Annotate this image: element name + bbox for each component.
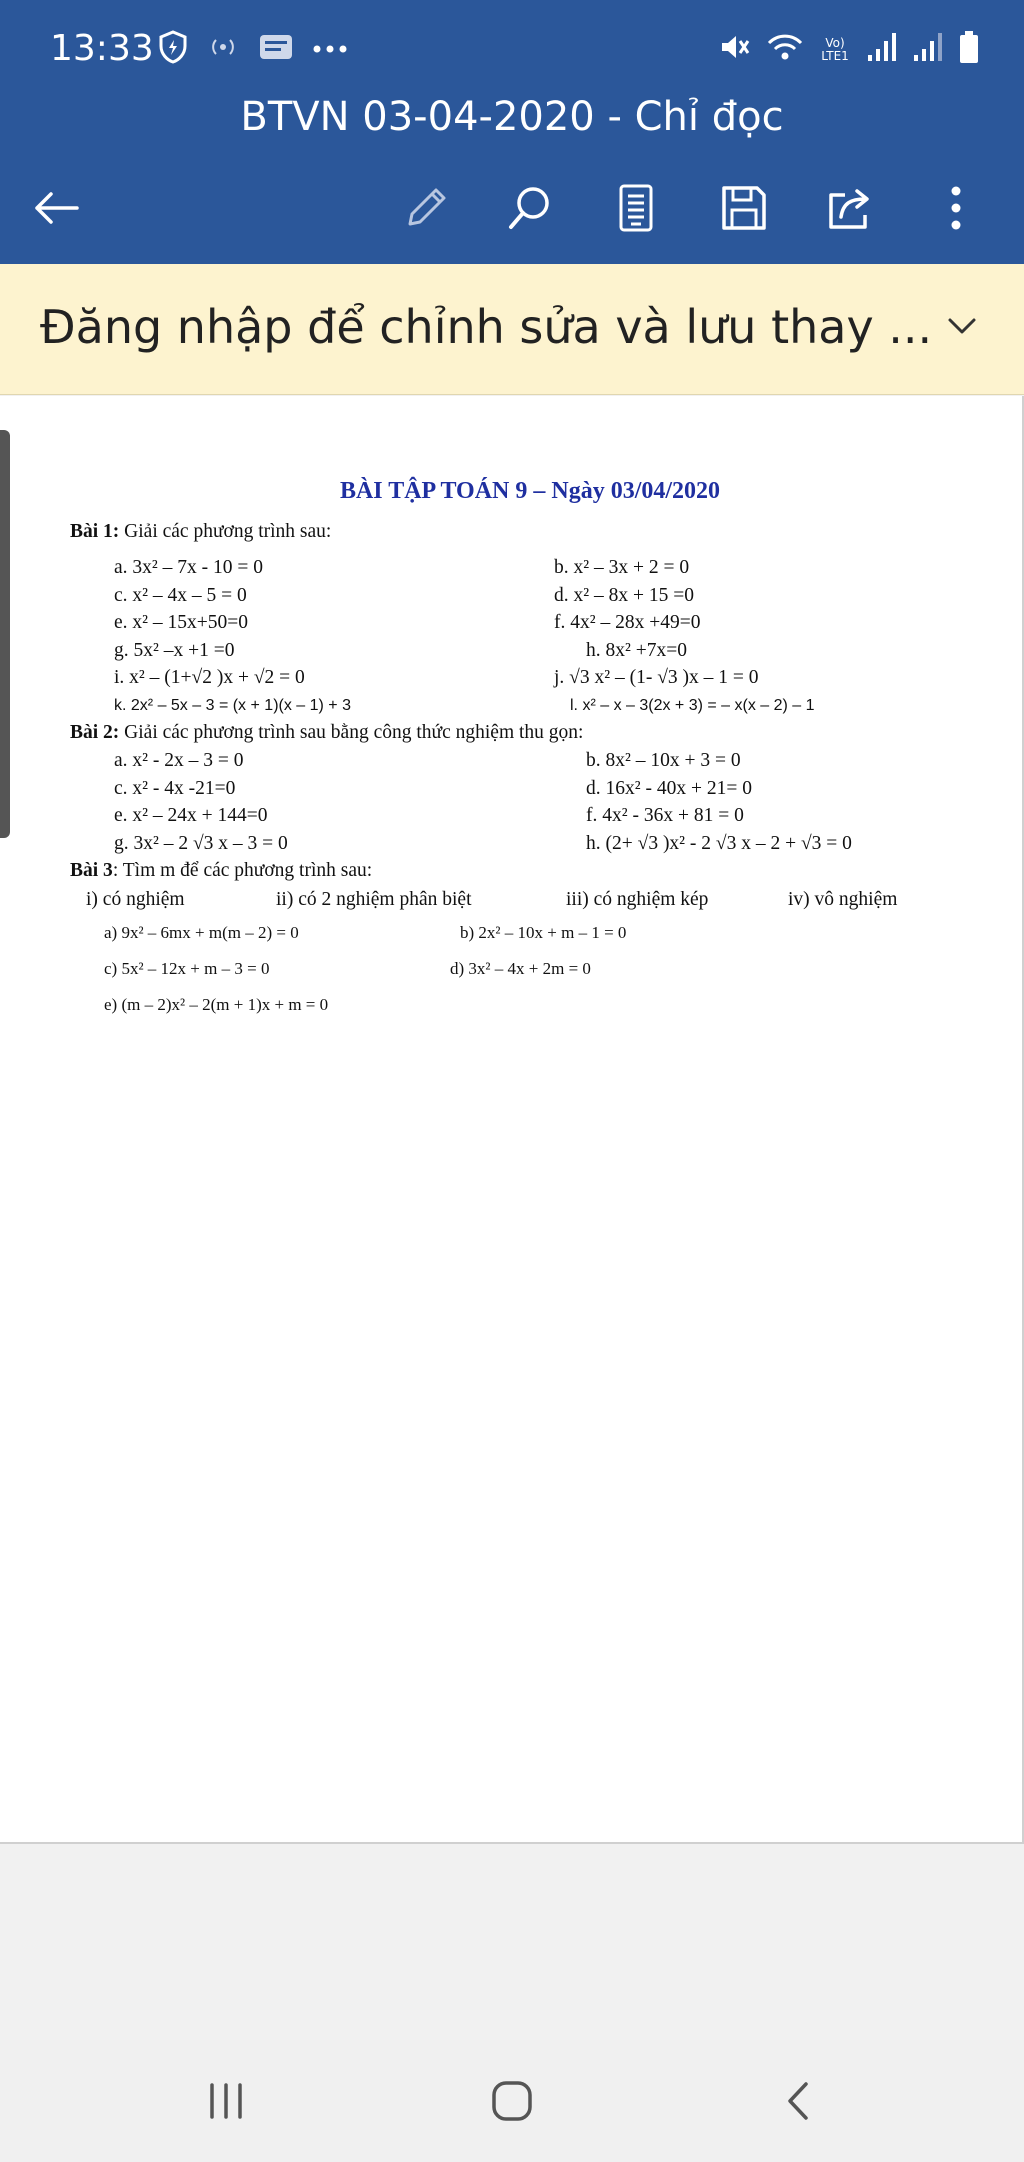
signal-icon-1	[866, 31, 898, 68]
option-label: i) có nghiệm	[86, 889, 185, 910]
bai2-label: Bài 2:	[70, 722, 120, 743]
bai3-heading	[70, 857, 950, 885]
more-vertical-icon	[946, 183, 966, 233]
equation: e. x² – 24x + 144=0	[114, 805, 268, 826]
equation: d. x² – 8x + 15 =0	[554, 584, 694, 606]
bai1-title: Giải các phương trình sau:	[119, 521, 332, 542]
equation-row	[70, 664, 950, 692]
shield-icon	[158, 30, 188, 69]
toolbar	[0, 178, 1024, 238]
home-icon	[489, 2078, 535, 2124]
status-time: 13:33	[50, 28, 154, 69]
chevron-down-icon	[940, 304, 984, 348]
back-button[interactable]	[26, 178, 86, 238]
banner-expand-button[interactable]	[940, 304, 984, 353]
equation: b. 8x² – 10x + 3 = 0	[586, 750, 741, 771]
recent-apps-icon	[204, 2081, 248, 2121]
equation: b. x² – 3x + 2 = 0	[554, 557, 690, 578]
reading-view-button[interactable]	[606, 178, 666, 238]
equation: f. 4x² - 36x + 81 = 0	[586, 805, 744, 826]
bai3-label: Bài 3	[70, 860, 113, 881]
status-bar	[0, 0, 1024, 104]
equation: c. x² – 4x – 5 = 0	[114, 584, 247, 606]
option-label: iii) có nghiệm kép	[566, 889, 709, 910]
more-options-button[interactable]	[926, 178, 986, 238]
system-navigation-bar	[0, 2040, 1024, 2162]
equation: f. 4x² – 28x +49=0	[554, 612, 701, 633]
back-chevron-icon	[778, 2078, 818, 2124]
back-arrow-icon	[31, 188, 81, 228]
search-button[interactable]	[500, 178, 560, 238]
app-bar	[0, 0, 1024, 264]
notification-app-icon	[258, 32, 294, 67]
equation-row	[70, 637, 950, 665]
search-icon	[505, 183, 555, 233]
bai1-label: Bài 1:	[70, 521, 120, 542]
option-label: ii) có 2 nghiệm phân biệt	[276, 889, 472, 910]
document-title: BTVN 03-04-2020 - Chỉ đọc	[240, 94, 784, 140]
mute-icon	[718, 31, 752, 68]
equation-row	[70, 951, 950, 987]
save-icon	[719, 183, 769, 233]
equation: e. x² – 15x+50=0	[114, 612, 248, 633]
equation: i. x² – (1+√2 )x + √2 = 0	[114, 667, 305, 688]
equation: c. x² - 4x -21=0	[114, 777, 236, 799]
equation: d. 16x² - 40x + 21= 0	[586, 777, 752, 799]
signal-icon-2	[912, 31, 944, 68]
equation: j. √3 x² – (1- √3 )x – 1 = 0	[554, 667, 759, 688]
lte-label: Vo) LTE1	[821, 35, 849, 63]
equation-row	[70, 802, 950, 830]
equation: h. 8x² +7x=0	[586, 639, 687, 661]
equation: k. 2x² – 5x – 3 = (x + 1)(x – 1) + 3	[114, 696, 351, 714]
sign-in-banner-text: Đăng nhập để chỉnh sửa và lưu thay ...	[40, 300, 933, 354]
equation-row	[70, 747, 950, 775]
equation-row	[70, 582, 950, 610]
share-icon	[825, 183, 875, 233]
equation-row	[70, 830, 950, 858]
document-content	[70, 464, 950, 1023]
equation: h. (2+ √3 )x² - 2 √3 x – 2 + √3 = 0	[586, 832, 852, 854]
equation: c) 5x² – 12x + m – 3 = 0	[104, 959, 270, 978]
share-button[interactable]	[820, 178, 880, 238]
document-heading: BÀI TẬP TOÁN 9 – Ngày 03/04/2020	[339, 478, 721, 504]
equation: b) 2x² – 10x + m – 1 = 0	[460, 923, 627, 942]
document-page[interactable]	[0, 396, 1024, 1844]
save-button[interactable]	[714, 178, 774, 238]
wifi-icon	[766, 31, 804, 68]
battery-icon	[958, 30, 980, 69]
system-back-button[interactable]	[768, 2076, 828, 2126]
wireless-icon	[206, 32, 240, 67]
home-button[interactable]	[482, 2076, 542, 2126]
equation-row	[70, 987, 950, 1023]
option-label: iv) vô nghiệm	[788, 889, 898, 910]
equation: d) 3x² – 4x + 2m = 0	[450, 959, 591, 978]
equation-row	[70, 554, 950, 582]
equation-row	[70, 609, 950, 637]
bai2-title: Giải các phương trình sau bằng công thức nghiệm thu gọn:	[119, 722, 584, 743]
equation: a. x² - 2x – 3 = 0	[114, 750, 244, 771]
equation: g. 5x² –x +1 =0	[114, 639, 235, 661]
pencil-icon	[402, 184, 450, 232]
equation: e) (m – 2)x² – 2(m + 1)x + m = 0	[104, 995, 329, 1014]
equation: a. 3x² – 7x - 10 = 0	[114, 557, 263, 578]
equation: l. x² – x – 3(2x + 3) = – x(x – 2) – 1	[570, 696, 815, 714]
mobile-view-icon	[616, 183, 656, 233]
more-notifications-icon	[312, 41, 348, 59]
bai3-title: : Tìm m để các phương trình sau:	[112, 860, 373, 881]
equation-row	[70, 915, 950, 951]
equation: g. 3x² – 2 √3 x – 3 = 0	[114, 832, 288, 854]
bai1-heading	[70, 518, 950, 546]
equation-row	[70, 775, 950, 803]
edit-button[interactable]	[396, 178, 456, 238]
scroll-thumb[interactable]	[0, 430, 10, 838]
equation: a) 9x² – 6mx + m(m – 2) = 0	[104, 923, 299, 942]
bai3-options	[70, 885, 950, 915]
equation-row	[70, 692, 950, 720]
recent-apps-button[interactable]	[196, 2076, 256, 2126]
bai2-heading	[70, 719, 950, 747]
sign-in-banner[interactable]	[0, 264, 1024, 395]
